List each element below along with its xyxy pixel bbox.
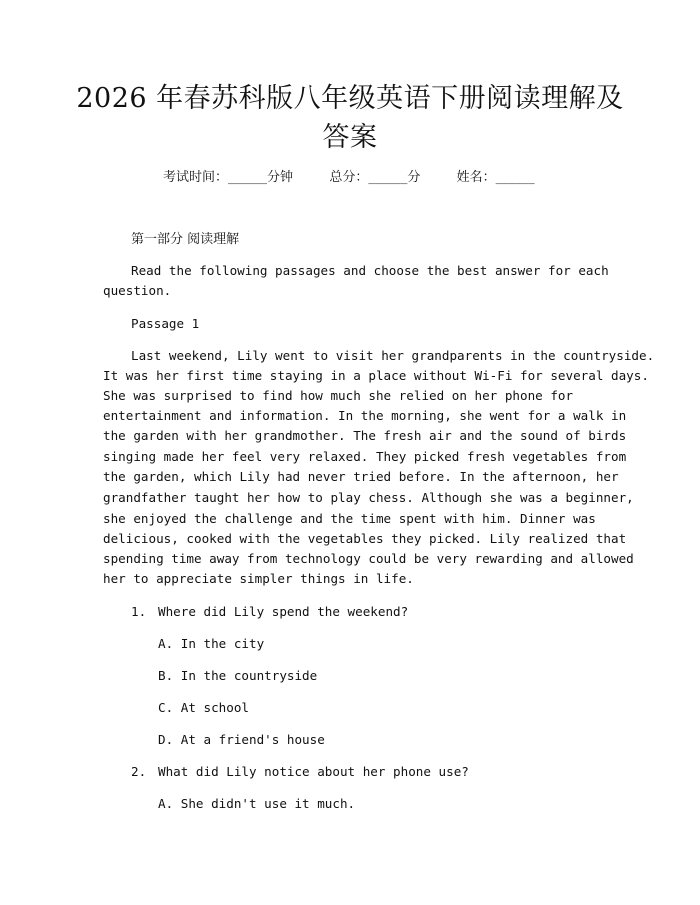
answer-option: A. She didn't use it much. [158, 796, 356, 811]
passage-line: the garden, which Lily had never tried before. In the afternoon, her [103, 469, 619, 484]
exam-meta-line [163, 168, 535, 188]
time-label: 考试时间： [163, 170, 229, 185]
name-label: 姓名： [456, 170, 496, 185]
passage-line: delicious, cooked with the vegetables they picked. Lily realized that [103, 531, 627, 546]
section-heading: 第一部分 阅读理解 [131, 232, 240, 247]
passage-line: grandfather taught her how to play chess. Although she was a beginner, [103, 490, 634, 505]
passage-line: she enjoyed the challenge and the time spent with him. Dinner was [103, 511, 596, 526]
passage-label: Passage 1 [131, 316, 200, 331]
time-blank: ______ [228, 170, 268, 185]
name-blank: ______ [495, 170, 535, 185]
question-number: 1. [131, 604, 147, 619]
score-unit: 分 [407, 170, 421, 185]
passage-line: Last weekend, Lily went to visit her grandparents in the countryside. [131, 348, 655, 363]
answer-option: C. At school [158, 700, 249, 715]
score-blank: ______ [368, 170, 408, 185]
passage-line: She was surprised to find how much she relied on her phone for [103, 388, 574, 403]
passage-line: entertainment and information. In the morning, she went for a walk in [103, 408, 627, 423]
answer-option: B. In the countryside [158, 668, 318, 683]
question-text: What did Lily notice about her phone use? [158, 764, 469, 779]
question-text: Where did Lily spend the weekend? [158, 604, 409, 619]
time-unit: 分钟 [267, 170, 294, 185]
document-title-line-2: 答案 [322, 122, 378, 153]
passage-line: singing made her feel very relaxed. They picked fresh vegetables from [103, 449, 627, 464]
document-title-line-1: 2026 年春苏科版八年级英语下册阅读理解及 [76, 83, 624, 114]
passage-line: the garden with her grandmother. The fresh air and the sound of birds [103, 428, 627, 443]
question-number: 2. [131, 764, 147, 779]
answer-option: A. In the city [158, 636, 265, 651]
passage-line: her to appreciate simpler things in life. [103, 571, 414, 586]
instruction-line: Read the following passages and choose the best answer for each [131, 263, 609, 278]
score-label: 总分： [329, 170, 369, 185]
passage-line: spending time away from technology could be very rewarding and allowed [103, 551, 634, 566]
answer-option: D. At a friend's house [158, 732, 325, 747]
instruction-line: question. [103, 283, 172, 298]
passage-line: It was her first time staying in a place without Wi-Fi for several days. [103, 368, 649, 383]
